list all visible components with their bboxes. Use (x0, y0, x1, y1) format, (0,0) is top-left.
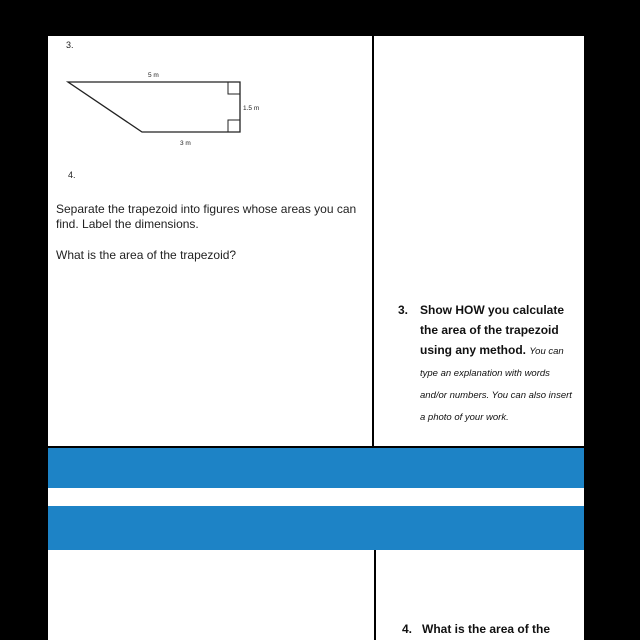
right-item-3-number: 3. (398, 303, 409, 317)
blue-stripe-lower (48, 506, 584, 550)
height-label: 1.5 m (243, 105, 260, 112)
question-4-number: 4. (68, 170, 76, 180)
bottom-base-label: 3 m (180, 140, 191, 147)
trapezoid-shape (68, 82, 240, 132)
blue-stripe-upper (48, 448, 584, 488)
blue-stripe-band (48, 448, 584, 550)
right-angle-top (228, 82, 240, 94)
right-item-4 (402, 622, 550, 636)
top-base-label: 5 m (148, 72, 159, 79)
right-item-4-number: 4. (402, 622, 413, 636)
right-item-3 (400, 300, 576, 428)
question-4-prompt: What is the area of the trapezoid? (56, 248, 237, 262)
worksheet-page (48, 36, 584, 640)
column-divider-bottom (374, 550, 376, 640)
question-3-number: 3. (66, 40, 74, 50)
right-angle-bottom (228, 120, 240, 132)
right-item-3-bold: Show HOW you calculate the area of the trapezoid using any method. (420, 303, 565, 357)
top-black-border (0, 0, 640, 36)
right-item-3-italic: You can type an explanation with words and/or numbers. You can also insert a photo of your work. (420, 346, 572, 423)
column-divider-top (372, 36, 374, 448)
trapezoid-figure (62, 66, 262, 184)
right-item-4-text: What is the area of the (422, 622, 551, 636)
question-4-instruction: Separate the trapezoid into figures whose areas you can find. Label the dimensions. (56, 202, 357, 231)
